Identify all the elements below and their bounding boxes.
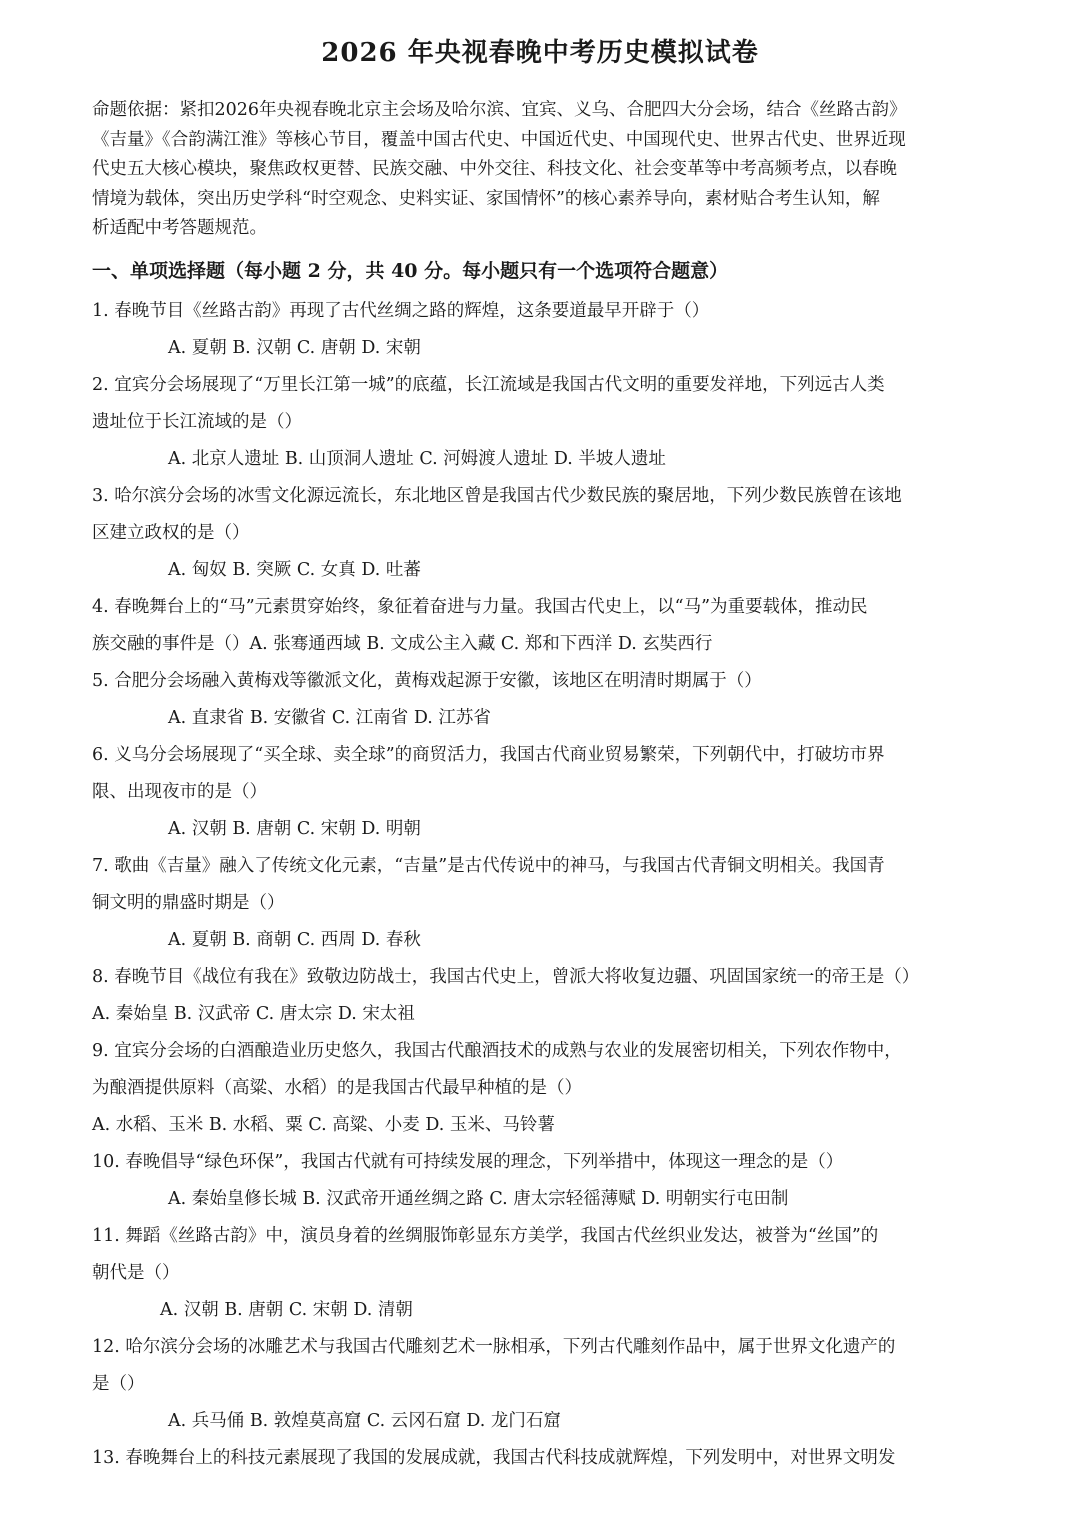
question-2-line-2: 遗址位于长江流域的是（） bbox=[92, 412, 302, 432]
question-12-options: A. 兵马俑 B. 敦煌莫高窟 C. 云冈石窟 D. 龙门石窟 bbox=[168, 1411, 561, 1431]
question-9-options: A. 水稻、玉米 B. 水稻、粟 C. 高粱、小麦 D. 玉米、马铃薯 bbox=[92, 1115, 555, 1135]
question-8-text: 8. 春晚节目《战位有我在》致敬边防战士，我国古代史上，曾派大将收复边疆、巩固国家统一的帝王是（） bbox=[92, 967, 920, 987]
section-title: 一、单项选择题（每小题 2 分，共 40 分。每小题只有一个选项符合题意） bbox=[92, 260, 729, 282]
question-2-line-1: 2. 宜宾分会场展现了“万里长江第一城”的底蕴，长江流域是我国古代文明的重要发祥地，下列远古人类 bbox=[92, 375, 885, 395]
question-3-line-2: 区建立政权的是（） bbox=[92, 523, 250, 543]
question-10-options: A. 秦始皇修长城 B. 汉武帝开通丝绸之路 C. 唐太宗轻徭薄赋 D. 明朝实行屯田制 bbox=[168, 1189, 789, 1209]
question-11-options: A. 汉朝 B. 唐朝 C. 宋朝 D. 清朝 bbox=[160, 1300, 413, 1320]
question-6-line-2: 限、出现夜市的是（） bbox=[92, 782, 267, 802]
question-4-line-2: 族交融的事件是（）A. 张骞通西域 B. 文成公主入藏 C. 郑和下西洋 D. 玄奘西行 bbox=[92, 634, 713, 654]
question-2-options: A. 北京人遗址 B. 山顶洞人遗址 C. 河姆渡人遗址 D. 半坡人遗址 bbox=[168, 449, 666, 469]
question-11-line-1: 11. 舞蹈《丝路古韵》中，演员身着的丝绸服饰彰显东方美学，我国古代丝织业发达，被誉为“丝国”的 bbox=[92, 1226, 879, 1246]
page-title: 2026 年央视春晚中考历史模拟试卷 bbox=[321, 38, 759, 68]
question-13-line-1: 13. 春晚舞台上的科技元素展现了我国的发展成就，我国古代科技成就辉煌，下列发明中，对世界文明发 bbox=[92, 1448, 896, 1468]
question-6-line-1: 6. 义乌分会场展现了“买全球、卖全球”的商贸活力，我国古代商业贸易繁荣，下列朝代中，打破坊市界 bbox=[92, 745, 885, 765]
question-9-line-1: 9. 宜宾分会场的白酒酿造业历史悠久，我国古代酿酒技术的成熟与农业的发展密切相关，下列农作物中， bbox=[92, 1041, 902, 1061]
question-10-text: 10. 春晚倡导“绿色环保”，我国古代就有可持续发展的理念，下列举措中，体现这一理念的是（） bbox=[92, 1152, 844, 1172]
question-5-text: 5. 合肥分会场融入黄梅戏等徽派文化，黄梅戏起源于安徽，该地区在明清时期属于（） bbox=[92, 671, 762, 691]
question-1-text: 1. 春晚节目《丝路古韵》再现了古代丝绸之路的辉煌，这条要道最早开辟于（） bbox=[92, 301, 710, 321]
question-5-options: A. 直隶省 B. 安徽省 C. 江南省 D. 江苏省 bbox=[168, 708, 491, 728]
question-1-options: A. 夏朝 B. 汉朝 C. 唐朝 D. 宋朝 bbox=[168, 338, 421, 358]
question-9-line-2: 为酿酒提供原料（高粱、水稻）的是我国古代最早种植的是（） bbox=[92, 1078, 582, 1098]
question-4-line-1: 4. 春晚舞台上的“马”元素贯穿始终，象征着奋进与力量。我国古代史上，以“马”为重要载体，推动民 bbox=[92, 597, 868, 617]
question-8-options: A. 秦始皇 B. 汉武帝 C. 唐太宗 D. 宋太祖 bbox=[92, 1004, 415, 1024]
question-12-line-2: 是（） bbox=[92, 1374, 145, 1394]
question-7-line-1: 7. 歌曲《吉量》融入了传统文化元素，“吉量”是古代传说中的神马，与我国古代青铜文明相关。我国青 bbox=[92, 856, 885, 876]
intro-paragraph: 命题依据：紧扣2026年央视春晚北京主会场及哈尔滨、宜宾、义乌、合肥四大分会场，结合《丝路古韵》 《吉量》《合韵满江淮》等核心节目，覆盖中国古代史、中国近代史、中国现代史、世界古代史、世界近现 代史五大核心模块，聚焦政权更替、民族交融、中外交往、科技文化、社会变革等中考高频考点，以春晚 情境为载体，突出历史学科“时空观念、史料实证、家国情怀”的核心素养导向，素材贴合考生认知，解 析适配中考答题规范。 bbox=[92, 100, 907, 238]
question-12-line-1: 12. 哈尔滨分会场的冰雕艺术与我国古代雕刻艺术一脉相承，下列古代雕刻作品中，属于世界文化遗产的 bbox=[92, 1337, 896, 1357]
question-6-options: A. 汉朝 B. 唐朝 C. 宋朝 D. 明朝 bbox=[168, 819, 421, 839]
question-7-line-2: 铜文明的鼎盛时期是（） bbox=[92, 893, 285, 913]
question-11-line-2: 朝代是（） bbox=[92, 1263, 180, 1283]
question-3-options: A. 匈奴 B. 突厥 C. 女真 D. 吐蕃 bbox=[168, 560, 421, 580]
question-7-options: A. 夏朝 B. 商朝 C. 西周 D. 春秋 bbox=[168, 930, 421, 950]
question-3-line-1: 3. 哈尔滨分会场的冰雪文化源远流长，东北地区曾是我国古代少数民族的聚居地，下列少数民族曾在该地 bbox=[92, 486, 902, 506]
